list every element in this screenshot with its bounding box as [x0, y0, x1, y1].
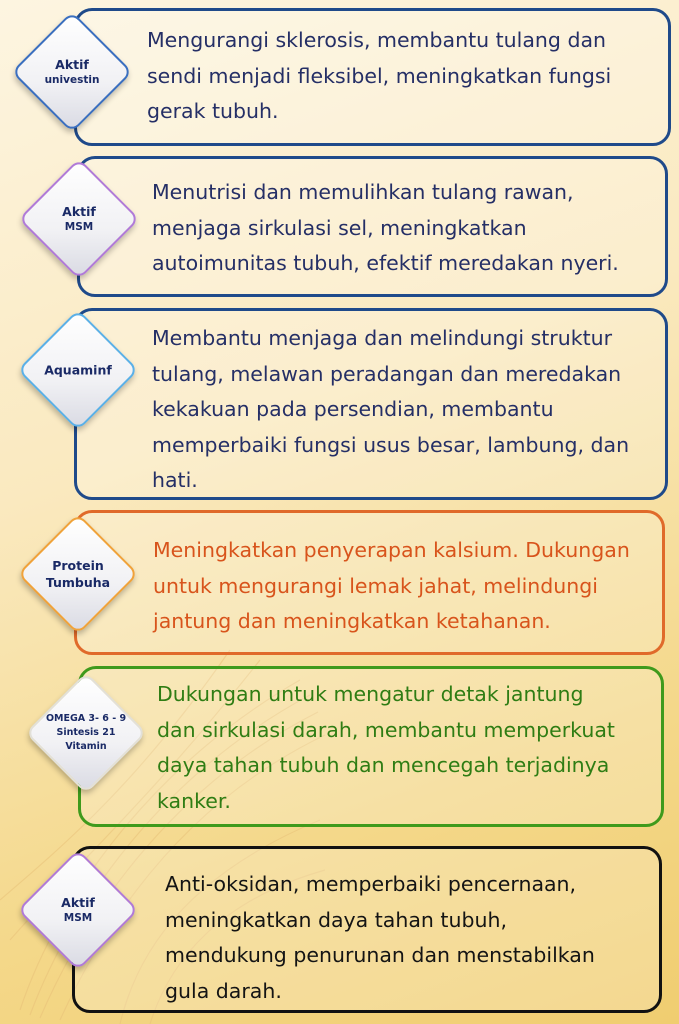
text-line: sendi menjadi fleksibel, meningkatkan fungsi: [147, 63, 612, 88]
text-line: memperbaiki fungsi usus besar, lambung, dan: [152, 432, 630, 457]
ingredient-badge-aquaminf: [16, 308, 140, 432]
ingredient-badge-omega: [24, 671, 148, 795]
label-line: Aktif: [61, 895, 95, 910]
ingredient-label: [17, 203, 141, 235]
benefit-text: [147, 23, 611, 130]
ingredient-badge-msm-2: [16, 848, 140, 972]
label-line: Aktif: [55, 57, 89, 72]
text-line: jantung dan meningkatkan ketahanan.: [153, 609, 551, 633]
benefit-card-msm: [77, 156, 668, 297]
label-line: OMEGA 3- 6 - 9: [45, 713, 127, 724]
text-line: gula darah.: [165, 978, 282, 1003]
label-line: Vitamin: [65, 741, 107, 752]
text-line: Dukungan untuk mengatur detak jantung: [157, 682, 584, 706]
text-line: gerak tubuh.: [147, 99, 279, 123]
text-line: mendukung penurunan dan menstabilkan: [165, 943, 595, 967]
benefit-card-omega: [78, 666, 664, 827]
label-line: Tumbuha: [45, 575, 111, 590]
text-line: dan sirkulasi darah, membantu memperkuat: [157, 717, 615, 742]
label-line: Protein: [52, 558, 104, 573]
text-line: meningkatkan daya tahan tubuh,: [165, 907, 507, 932]
ingredient-label: [16, 362, 140, 379]
text-line: menjaga sirkulasi sel, meningkatkan: [152, 215, 527, 240]
ingredient-badge-univestin: [10, 10, 134, 134]
ingredient-label: [16, 894, 140, 926]
text-line: Mengurangi sklerosis, membantu tulang dan: [147, 28, 607, 52]
label-line: univestin: [44, 74, 100, 86]
label-line: Aktif: [62, 204, 96, 219]
text-line: daya tahan tubuh dan mencegah terjadinya: [157, 753, 610, 777]
benefit-text: [165, 867, 595, 1009]
text-line: kanker.: [157, 788, 231, 813]
text-line: autoimunitas tubuh, efektif meredakan nyeri.: [152, 251, 619, 275]
text-line: Membantu menjaga dan melindungi struktur: [152, 326, 613, 350]
benefit-text: [152, 321, 629, 499]
label-line: MSM: [64, 221, 94, 233]
text-line: Meningkatkan penyerapan kalsium. Dukungan: [153, 538, 630, 562]
text-line: Anti-oksidan, memperbaiki pencernaan,: [165, 872, 577, 896]
benefit-text: [153, 533, 630, 640]
text-line: kekakuan pada persendian, membantu: [152, 397, 554, 421]
benefit-card-protein: [74, 510, 665, 655]
ingredient-badge-msm: [17, 157, 141, 281]
benefit-card-aquaminf: [74, 308, 668, 500]
text-line: tulang, melawan peradangan dan meredakan: [152, 361, 622, 386]
ingredient-label: [10, 56, 134, 88]
label-line: Sintesis 21: [56, 727, 116, 738]
label-line: Aquaminf: [44, 362, 112, 378]
text-line: hati.: [152, 468, 198, 492]
ingredient-label: [24, 712, 148, 754]
benefit-card-msm-2: [72, 846, 662, 1013]
ingredient-label: [16, 557, 140, 591]
text-line: Menutrisi dan memulihkan tulang rawan,: [152, 180, 574, 204]
benefit-card-univestin: [74, 8, 671, 146]
ingredient-badge-protein: [16, 512, 140, 636]
text-line: untuk mengurangi lemak jahat, melindungi: [153, 573, 598, 598]
benefit-text: [157, 677, 615, 819]
label-line: MSM: [63, 912, 93, 924]
benefit-text: [152, 175, 619, 282]
